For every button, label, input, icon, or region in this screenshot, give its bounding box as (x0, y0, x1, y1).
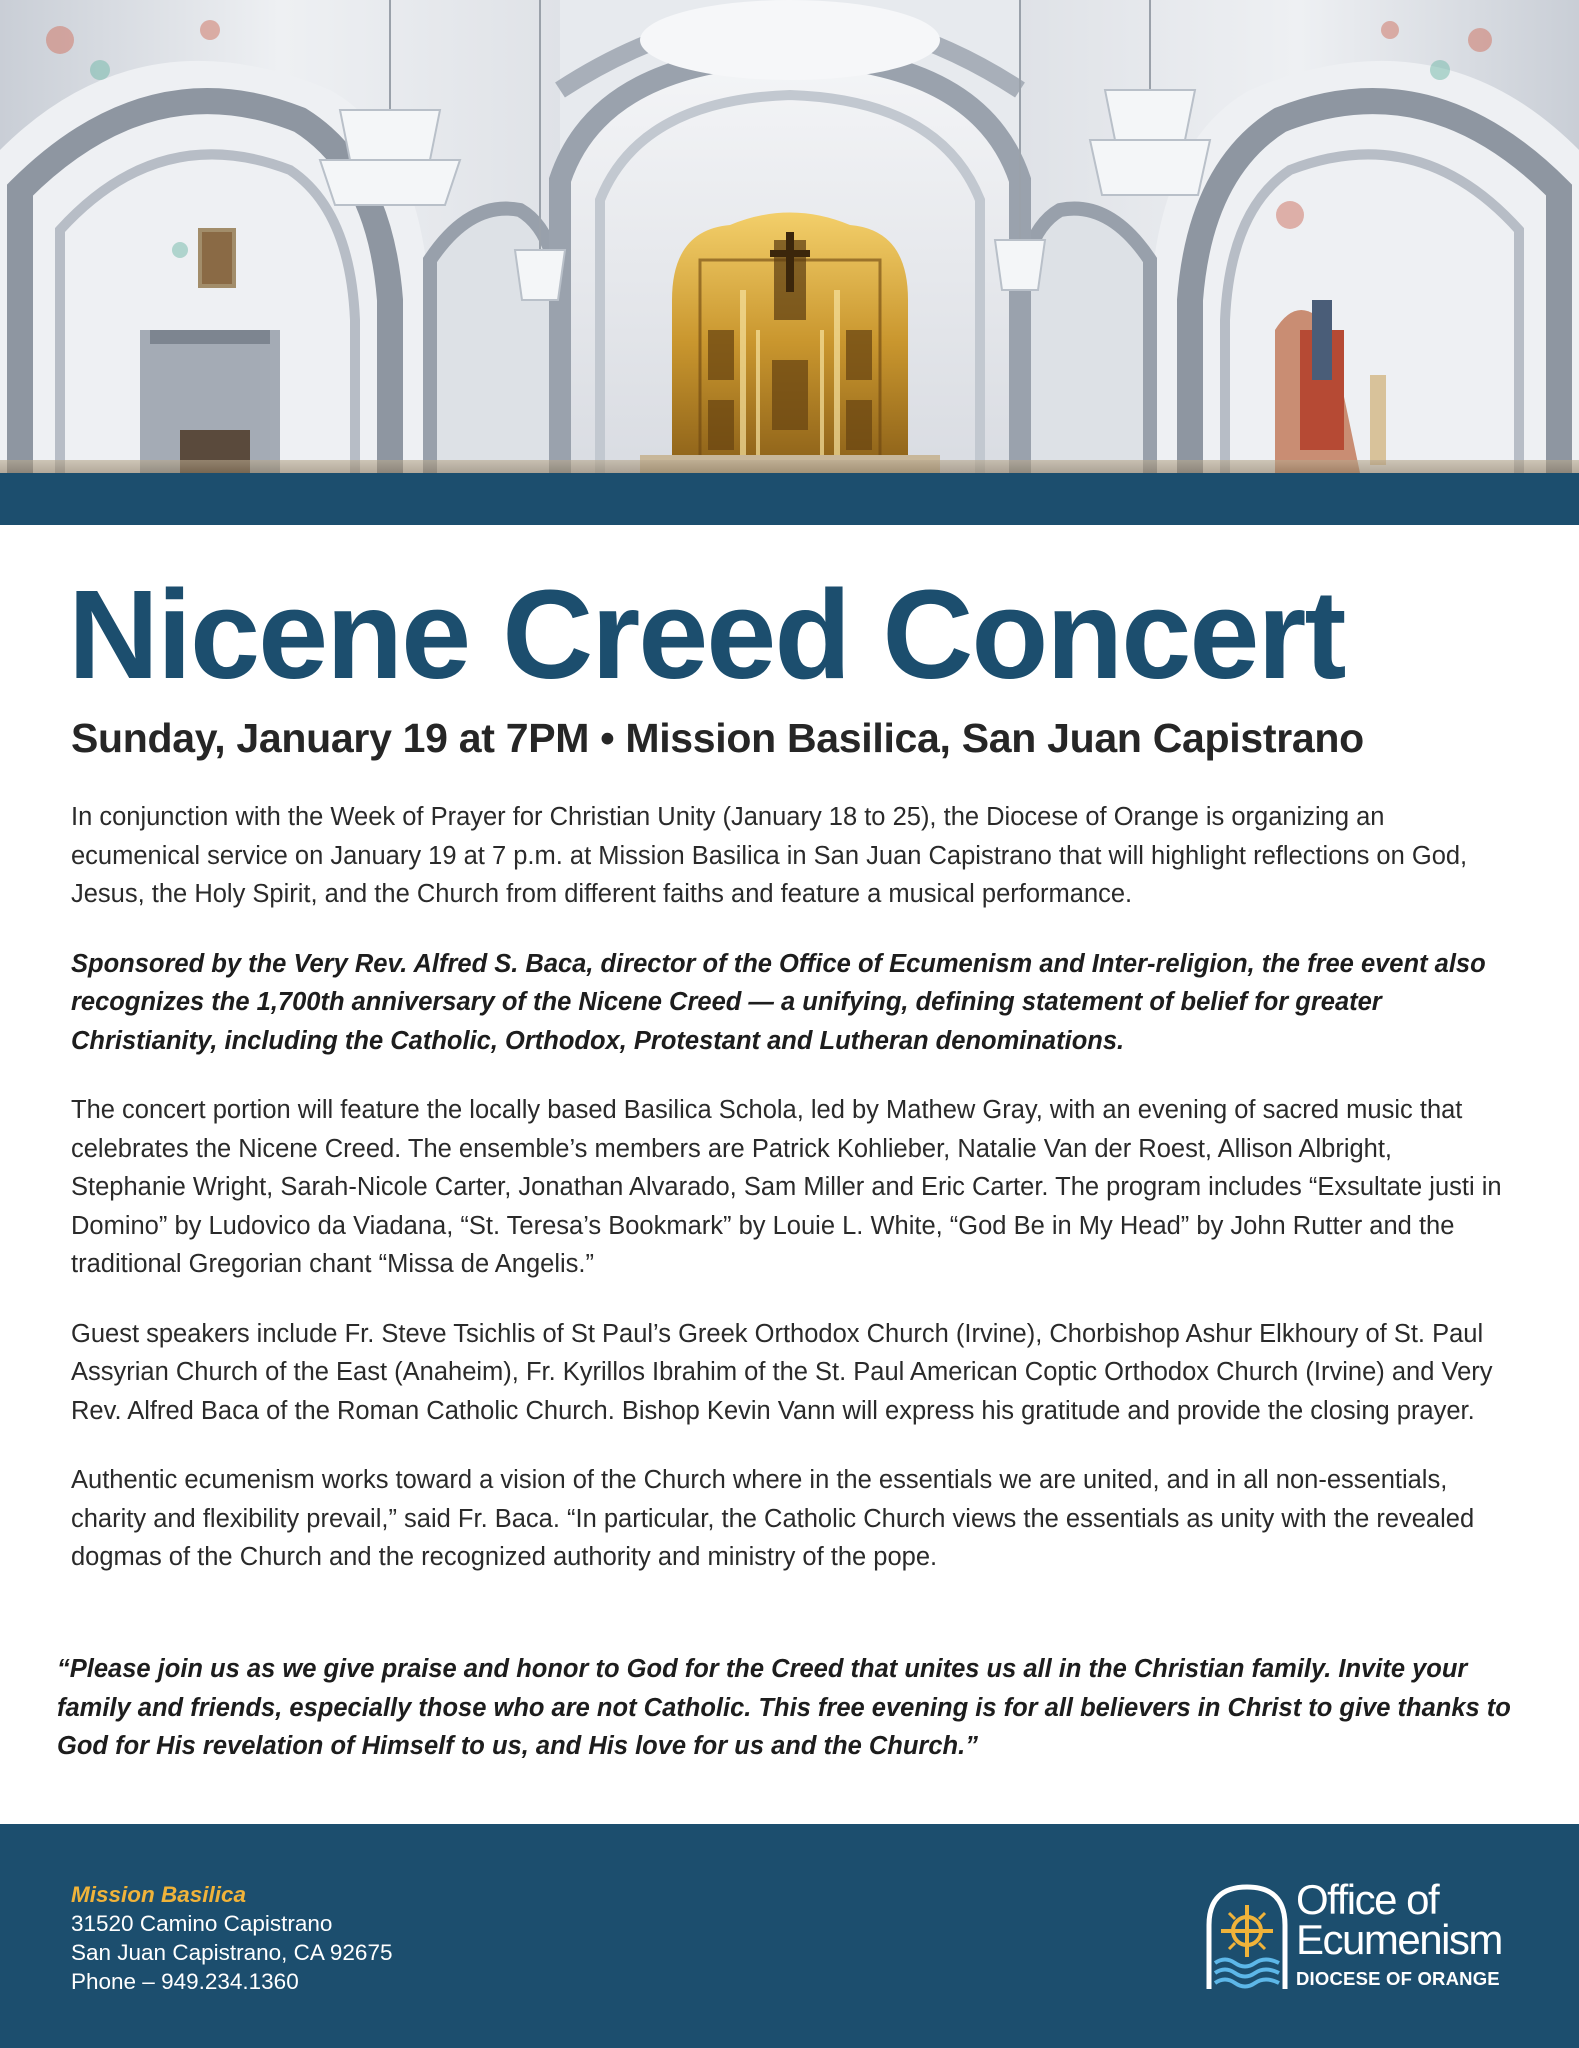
body-text (71, 798, 1511, 1608)
paragraph-intro: In conjunction with the Week of Prayer for Christian Unity (January 18 to 25), the Diocese of Orange is organizing an ecumenical service on January 19 at 7 p.m. at Mission Basilica in San Juan Capistrano that will highlight reflections on God, Jesus, the Holy Spirit, and the Church from different faiths and feature a musical performance. (71, 803, 1468, 908)
venue-name: Mission Basilica (71, 1882, 247, 1907)
office-of-ecumenism-logo (1205, 1876, 1545, 1995)
paragraph-concert: The concert portion will feature the locally based Basilica Schola, led by Mathew Gray, with an evening of sacred music that celebrates the Nicene Creed. The ensemble’s members are Patrick Kohlieber, Natalie Van der Roest, Allison Albright, Stephanie Wright, Sarah-Nicole Carter, Jonathan Alvarado, Sam Miller and Eric Carter. The program includes “Exsultate justi in Domino” by Ludovico da Viadana, “St. Teresa’s Bookmark” by Louie L. White, “God Be in My Head” by John Rutter and the traditional Gregorian chant “Missa de Angelis.” (71, 1096, 1502, 1278)
logo-line-office: Office of (1296, 1876, 1439, 1923)
cross-over-waves-icon (1205, 1883, 1289, 1991)
city-address: San Juan Capistrano, CA 92675 (71, 1940, 393, 1965)
phone-number: Phone – 949.234.1360 (71, 1969, 299, 1994)
paragraph-ecumenism: Authentic ecumenism works toward a vision of the Church where in the essentials we are united, and in all non-essentials, charity and flexibility prevail,” said Fr. Baca. “In particular, the Catholic Church views the essentials as unity with the revealed dogmas of the Church and the recognized authority and ministry of the pope. (71, 1466, 1475, 1571)
event-subtitle: Sunday, January 19 at 7PM • Mission Basilica, San Juan Capistrano (71, 715, 1364, 761)
hero-photo (0, 0, 1579, 473)
footer (0, 1824, 1579, 2048)
logo-line-ecumenism: Ecumenism (1296, 1916, 1502, 1963)
header-band (0, 473, 1579, 525)
street-address: 31520 Camino Capistrano (71, 1911, 333, 1936)
venue-address (71, 1880, 392, 1996)
paragraph-sponsor: Sponsored by the Very Rev. Alfred S. Baca, director of the Office of Ecumenism and Inter-religion, the free event also recognizes the 1,700th anniversary of the Nicene Creed — a unifying, defining statement of belief for greater Christianity, including the Catholic, Orthodox, Protestant and Lutheran denominations. (71, 949, 1486, 1055)
paragraph-speakers: Guest speakers include Fr. Steve Tsichlis of St Paul’s Greek Orthodox Church (Irvine), Chorbishop Ashur Elkhoury of St. Paul Assyrian Church of the East (Anaheim), Fr. Kyrillos Ibrahim of the St. Paul American Coptic Orthodox Church (Irvine) and Very Rev. Alfred Baca of the Roman Catholic Church. Bishop Kevin Vann will express his gratitude and provide the closing prayer. (71, 1319, 1493, 1425)
logo-wordmark (1296, 1876, 1502, 1990)
closing-quote: “Please join us as we give praise and honor to God for the Creed that unites us all in the Christian family. Invite your family and friends, especially those who are not Catholic. This free evening is for all believers in Christ to give thanks to God for His revelation of Himself to us, and His love for us and the Church.” (57, 1655, 1511, 1760)
page-title: Nicene Creed Concert (68, 564, 1345, 705)
logo-line-diocese: DIOCESE OF ORANGE (1296, 1968, 1500, 1989)
